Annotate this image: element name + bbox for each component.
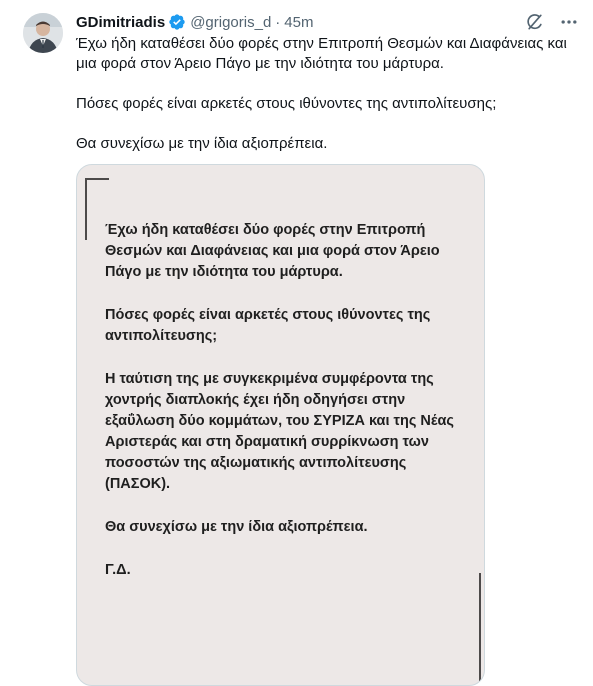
- tweet-media-image[interactable]: [76, 164, 485, 686]
- tweet-text-paragraph: Πόσες φορές είναι αρκετές στους ιθύνοντες της αντιπολίτευσης;: [76, 95, 497, 112]
- tweet-text-paragraph: Θα συνεχίσω με την ίδια αξιοπρέπεια.: [76, 135, 328, 152]
- avatar-image: [23, 13, 63, 53]
- letter-paragraph: Θα συνεχίσω με την ίδια αξιοπρέπεια.: [105, 519, 368, 535]
- timestamp[interactable]: 45m: [284, 13, 314, 31]
- letter-signature: Γ.Δ.: [105, 562, 131, 578]
- tweet-text-paragraph: Έχω ήδη καταθέσει δύο φορές στην Επιτροπή Θεσμών και Διαφάνειας και μια φορά στον Άρειο Πάγο με την ιδιότητα του μάρτυρα.: [76, 35, 567, 72]
- handle[interactable]: @grigoris_d: [190, 13, 272, 31]
- letter-paragraph: Πόσες φορές είναι αρκετές στους ιθύνοντες της αντιπολίτευσης;: [105, 307, 431, 344]
- grok-icon[interactable]: [525, 12, 545, 32]
- tweet-header: [76, 11, 579, 33]
- display-name[interactable]: GDimitriadis: [76, 13, 166, 31]
- letter-paragraph: Η ταύτιση της με συγκεκριμένα συμφέροντα της χοντρής διαπλοκής έχει ήδη οδηγήσει στην εξαΰλωση δύο κομμάτων, του ΣΥΡΙΖΑ και της Νέας Αριστεράς και στη δραματική συρρίκνωση των ποσοστών της αξιωματικής αντιπολίτευσης (ΠΑΣΟΚ).: [105, 371, 454, 492]
- more-icon[interactable]: [559, 12, 579, 32]
- header-actions: [525, 12, 579, 32]
- verified-badge-icon: [168, 13, 186, 31]
- separator-dot: ·: [275, 13, 281, 31]
- tweet-text: [76, 34, 581, 154]
- avatar[interactable]: [23, 13, 63, 53]
- side-line-decoration: [479, 573, 481, 686]
- letter-paragraph: Έχω ήδη καταθέσει δύο φορές στην Επιτροπή Θεσμών και Διαφάνειας και μια φορά στον Άρειο Πάγο με την ιδιότητα του μάρτυρα.: [105, 222, 440, 280]
- letter-text: [105, 220, 465, 603]
